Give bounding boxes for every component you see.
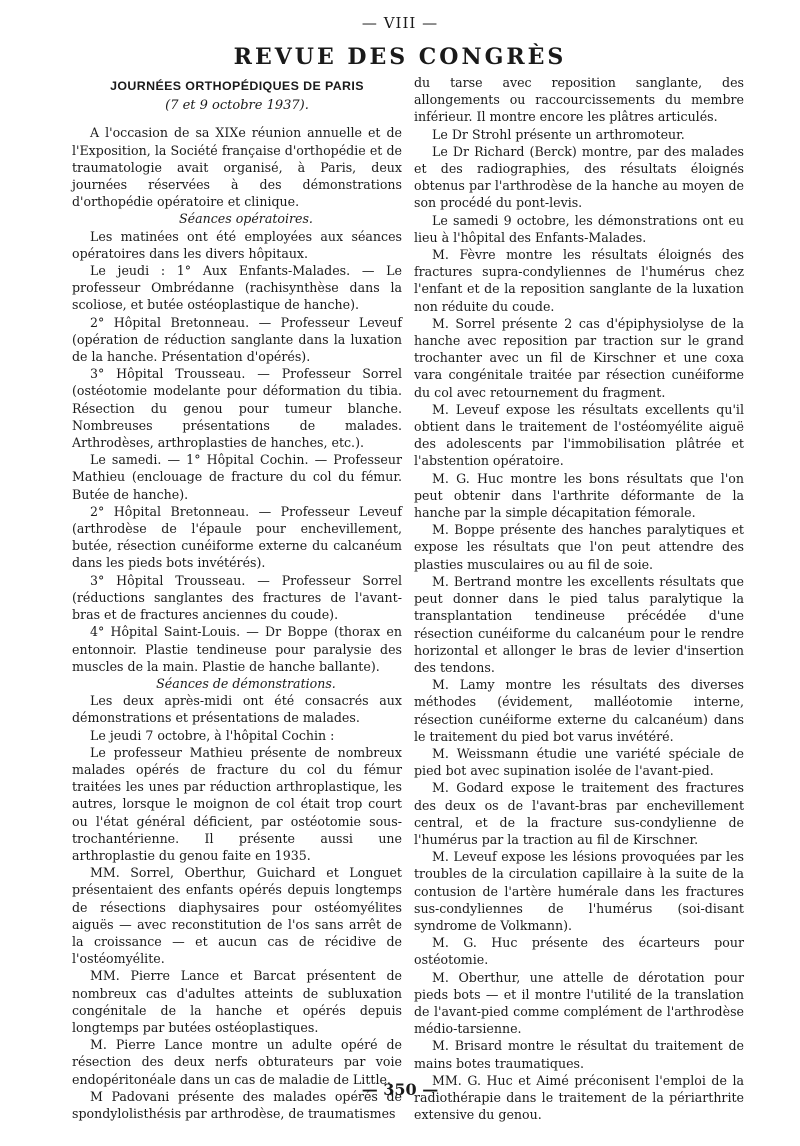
paragraph: Le samedi. — 1° Hôpital Cochin. — Professeur Mathieu (enclouage de fracture du col du fémur. Butée de hanche). bbox=[72, 452, 402, 502]
right-column bbox=[414, 74, 744, 1123]
paragraph: MM. Pierre Lance et Barcat présentent de nombreux cas d'adultes atteints de subluxation congénitale de la hanche et opérés depuis longtemps par butées ostéoplastiques. bbox=[72, 968, 402, 1035]
paragraph: 3° Hôpital Trousseau. — Professeur Sorrel (ostéotomie modelante pour déformation du tibia. Résection du genou pour tumeur blanche. Nombreuses présentations de malades. Arthrodèses, arthroplasties de hanches, etc.). bbox=[72, 366, 402, 451]
paragraph: Le samedi 9 octobre, les démonstrations ont eu lieu à l'hôpital des Enfants-Malades. bbox=[414, 212, 744, 245]
subheading-demonstrations: Séances de démonstrations. bbox=[156, 675, 336, 691]
paragraph: A l'occasion de sa XIXe réunion annuelle et de l'Exposition, la Société française d'orthopédie et de traumatologie avait organisé, à Paris, deux journées réservées à des démonstrations d'orthopédie opératoire et clinique. bbox=[72, 125, 402, 210]
paragraph: M Padovani présente des malades opérés de spondylolisthésis par arthrodèse, de traumatismes bbox=[72, 1088, 402, 1121]
paragraph: Le Dr Richard (Berck) montre, par des malades et des radiographies, des résultats éloignés obtenus par l'arthrodèse de la hanche au moyen de son procédé du pont-levis. bbox=[414, 143, 744, 211]
paragraph: M. G. Huc présente des écarteurs pour ostéotomie. bbox=[414, 935, 744, 968]
paragraph: M. Bertrand montre les excellents résultats que peut donner dans le pied talus paralytique la transplantation tendineuse précédée d'une résection cunéiforme du calcanéum pour le rendre horizontal et allonger le bras de levier d'insertion des tendons. bbox=[414, 573, 744, 675]
article-dates: (7 et 9 octobre 1937). bbox=[165, 98, 309, 114]
paragraph: 2° Hôpital Bretonneau. — Professeur Leveuf (arthrodèse de l'épaule pour enchevillement, butée, résection cunéiforme externe du calcanéum dans les pieds bots invétérés). bbox=[72, 503, 402, 571]
paragraph: M. Sorrel présente 2 cas d'épiphysiolyse de la hanche avec reposition par traction sur le grand trochanter avec un fil de Kirschner et une coxa vara congénitale traitée par résection cunéiforme du col avec retournement du fragment. bbox=[414, 315, 744, 400]
paragraph: Le jeudi : 1° Aux Enfants-Malades. — Le professeur Ombrédanne (rachisynthèse dans la scoliose, et butée ostéoplastique de hanche). bbox=[72, 263, 402, 313]
paragraph: Le professeur Mathieu présente de nombreux malades opérés de fracture du col du fémur traitées les unes par réduction arthroplastique, les autres, lorsque le moignon de col était trop court ou l'état général déficient, par ostéotomie sous-trochantérienne. Il présente aussi une arthroplastie du genou faite en 1935. bbox=[72, 744, 402, 863]
paragraph: MM. G. Huc et Aimé préconisent l'emploi de la radiothérapie dans le traitement de la périarthrite extensive du genou. bbox=[414, 1072, 744, 1123]
paragraph: 2° Hôpital Bretonneau. — Professeur Leveuf (opération de réduction sanglante dans la luxation de la hanche. Présentation d'opérés). bbox=[72, 314, 402, 365]
paragraph: M. Pierre Lance montre un adulte opéré de résection des deux nerfs obturateurs par voie endopéritonéale dans un cas de maladie de Little. bbox=[72, 1037, 402, 1087]
paragraph: 4° Hôpital Saint-Louis. — Dr Boppe (thorax en entonnoir. Plastie tendineuse pour paralysie des muscles de la main. Plastie de hanche ballante). bbox=[72, 624, 402, 674]
page-number: — 350 — bbox=[361, 1080, 439, 1099]
paragraph: 3° Hôpital Trousseau. — Professeur Sorrel (réductions sanglantes des fractures de l'avant-bras et de fractures anciennes du coude). bbox=[72, 572, 402, 623]
left-column bbox=[72, 74, 402, 1122]
paragraph: M. Oberthur, une attelle de dérotation pour pieds bots — et il montre l'utilité de la translation de l'avant-pied comme complément de l'arthrodèse médio-tarsienne. bbox=[414, 969, 744, 1037]
journal-title: REVUE DES CONGRÈS bbox=[233, 44, 567, 70]
paragraph: M. Brisard montre le résultat du traitement de mains botes traumatiques. bbox=[414, 1038, 744, 1071]
paragraph: Le jeudi 7 octobre, à l'hôpital Cochin : bbox=[90, 727, 335, 743]
paragraph: M. Leveuf expose les lésions provoquées par les troubles de la circulation capillaire à la suite de la contusion de l'artère humérale dans les fractures sus-condyliennes de l'humérus (soi-disant syndrome de Volkmann). bbox=[414, 849, 744, 933]
paragraph: du tarse avec reposition sanglante, des allongements ou raccourcissements du membre inférieur. Il montre encore les plâtres articulés. bbox=[414, 75, 744, 125]
paragraph: M. Lamy montre les résultats des diverses méthodes (évidement, malléotomie interne, résection cunéiforme externe du calcanéum) dans le traitement du pied bot varus invétéré. bbox=[414, 677, 744, 744]
paragraph: M. Boppe présente des hanches paralytiques et expose les résultats que l'on peut attendre des plasties musculaires ou au fil de soie. bbox=[414, 522, 744, 572]
paragraph: M. Weissmann étudie une variété spéciale de pied bot avec supination isolée de l'avant-pied. bbox=[414, 745, 744, 779]
subheading-operatoires: Séances opératoires. bbox=[179, 211, 313, 227]
paragraph: M. Godard expose le traitement des fractures des deux os de l'avant-bras par enchevillement central, et de la fracture sus-condylienne de l'humérus par la traction au fil de Kirschner. bbox=[414, 780, 744, 847]
article-title: JOURNÉES ORTHOPÉDIQUES DE PARIS bbox=[110, 79, 364, 93]
paragraph: M. Leveuf expose les résultats excellents qu'il obtient dans le traitement de l'ostéomyélite aiguë des adolescents par l'immobilisation plâtrée et l'abstention opératoire. bbox=[414, 401, 744, 469]
paragraph: Le Dr Strohl présente un arthromoteur. bbox=[432, 126, 685, 142]
paragraph: MM. Sorrel, Oberthur, Guichard et Longuet présentaient des enfants opérés depuis longtemps de résections diaphysaires pour ostéomyélites aiguës — avec reconstitution de l'os sans arrêt de la croissance — et aucun cas de récidive de l'ostéomyélite. bbox=[72, 865, 402, 967]
paragraph: Les matinées ont été employées aux séances opératoires dans les divers hôpitaux. bbox=[72, 228, 402, 261]
paragraph: M. G. Huc montre les bons résultats que l'on peut obtenir dans l'arthrite déformante de la hanche par la simple décapitation fémorale. bbox=[414, 470, 744, 521]
paragraph: Les deux après-midi ont été consacrés aux démonstrations et présentations de malades. bbox=[72, 693, 402, 726]
paragraph: M. Fèvre montre les résultats éloignés des fractures supra-condyliennes de l'humérus chez l'enfant et de la reposition sanglante de la luxation non réduite du coude. bbox=[414, 247, 744, 314]
page-number-roman: — VIII — bbox=[361, 14, 439, 32]
